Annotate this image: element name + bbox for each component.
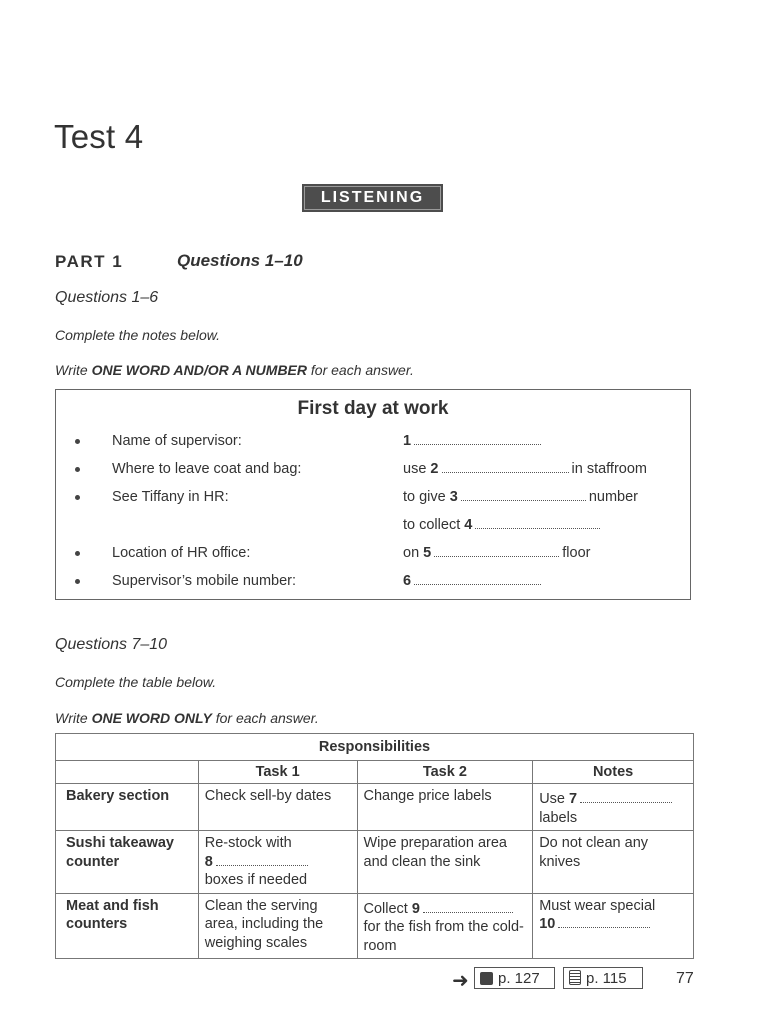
table-cell: Do not clean any knives [533, 831, 694, 894]
note-label: Supervisor’s mobile number: [112, 573, 297, 589]
answer-blank-9[interactable] [423, 901, 513, 913]
row-header: Bakery section [56, 784, 199, 831]
answer-blank-3[interactable] [461, 489, 586, 501]
column-header: Notes [533, 761, 694, 784]
notes-instruction: Complete the notes below. [55, 327, 220, 343]
table-row [56, 893, 694, 959]
row-header: Sushi takeaway counter [56, 831, 199, 894]
note-label: Name of supervisor: [112, 433, 242, 449]
answer-blank-1[interactable] [414, 433, 541, 445]
table-row [56, 831, 694, 894]
note-row [56, 517, 690, 539]
part-label: PART 1 [55, 252, 124, 271]
column-header [56, 761, 199, 784]
table-cell: Clean the serving area, including the weighing scales [198, 893, 357, 959]
table-cell: Wipe preparation area and clean the sink [357, 831, 533, 894]
page-title: Test 4 [54, 118, 144, 155]
bullet-icon [75, 467, 80, 472]
answer-9: Collect 9 for the fish from the cold-room [357, 893, 533, 959]
page-number: 77 [676, 970, 694, 987]
answer-blank-7[interactable] [580, 791, 672, 803]
notes-title: First day at work [297, 398, 449, 419]
row-header: Meat and fish counters [56, 893, 199, 959]
answer-1: 1 [403, 433, 544, 449]
audio-script-icon [480, 972, 493, 985]
answer-3: to give 3 number [403, 489, 638, 505]
notes-box [55, 389, 691, 600]
note-row [56, 433, 690, 455]
answer-4: to collect 4 [403, 517, 603, 533]
note-row [56, 545, 690, 567]
table-caption-row [56, 734, 694, 761]
bullet-icon [75, 495, 80, 500]
answer-blank-10[interactable] [558, 916, 650, 928]
note-label: Location of HR office: [112, 545, 251, 561]
section-banner: LISTENING [302, 184, 443, 212]
responsibilities-table [55, 733, 694, 959]
answer-2: use 2 in staffroom [403, 461, 647, 477]
table-caption: Responsibilities [56, 734, 694, 761]
answer-blank-2[interactable] [442, 461, 569, 473]
table-cell: Check sell-by dates [198, 784, 357, 831]
note-row [56, 489, 690, 511]
answer-blank-4[interactable] [475, 517, 600, 529]
answer-10: Must wear special 10 [533, 893, 694, 959]
arrow-right-icon: ➜ [452, 970, 469, 992]
answer-blank-8[interactable] [216, 854, 308, 866]
answer-6: 6 [403, 573, 544, 589]
bullet-icon [75, 579, 80, 584]
table-cell: Change price labels [357, 784, 533, 831]
answer-8: Re-stock with 8 boxes if needed [198, 831, 357, 894]
column-header: Task 1 [198, 761, 357, 784]
note-label: See Tiffany in HR: [112, 489, 229, 505]
note-label: Where to leave coat and bag: [112, 461, 302, 477]
column-header: Task 2 [357, 761, 533, 784]
notes-word-limit: Write ONE WORD AND/OR A NUMBER for each answer. [55, 362, 414, 378]
table-header-row [56, 761, 694, 784]
table-word-limit: Write ONE WORD ONLY for each answer. [55, 710, 319, 726]
questions-1-6-heading: Questions 1–6 [55, 289, 159, 306]
answer-key-ref[interactable]: p. 115 [563, 967, 643, 989]
note-row [56, 461, 690, 483]
answer-blank-6[interactable] [414, 573, 541, 585]
table-row [56, 784, 694, 831]
note-row [56, 573, 690, 595]
table-instruction: Complete the table below. [55, 674, 217, 690]
bullet-icon [75, 551, 80, 556]
answer-key-icon [569, 970, 581, 985]
part-questions-range: Questions 1–10 [177, 251, 303, 270]
audio-script-ref[interactable]: p. 127 [474, 967, 555, 989]
answer-blank-5[interactable] [434, 545, 559, 557]
answer-5: on 5 floor [403, 545, 591, 561]
questions-7-10-heading: Questions 7–10 [55, 636, 168, 653]
answer-7: Use 7 labels [533, 784, 694, 831]
bullet-icon [75, 439, 80, 444]
